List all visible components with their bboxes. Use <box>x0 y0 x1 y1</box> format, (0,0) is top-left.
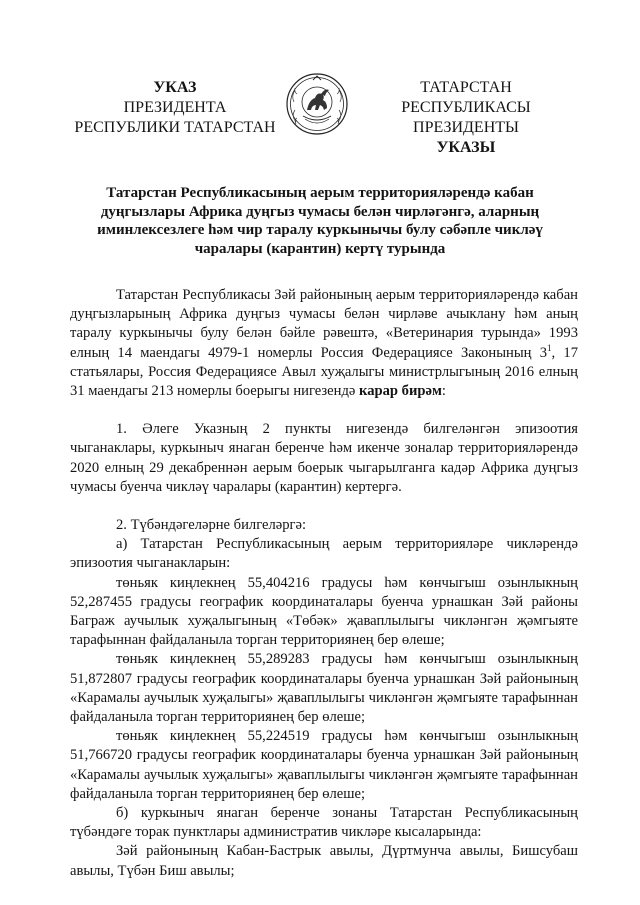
header-tatar <box>356 78 576 158</box>
preamble-text-continued: , 17 статьялары, Россия Федерациясе Авыл хуҗалыгы министрлыгының 2016 елның 31 маендагы 213 номерлы боерыгы нигезендә <box>70 344 578 400</box>
paragraph-2a-item-3: төньяк киңлекнең 55,224519 градусы һәм көнчыгыш озынлыкның 51,766720 градусы географик координаталары буенча урнашкан Зәй районының «Карамалы аучылык хуҗалыгы» җаваплылыгы чикләнгән җәмгыяте тарафыннан файдаланыла торган территориянең бер өлеше; <box>70 728 578 802</box>
document-title: Татарстан Республикасының аерым территорияләрендә кабан дуңгызлары Африка дуңгыз чумасы белән чирләгәнгә, аларның иминлексезлеге һәм чир таралу куркынычы булу сәбәпле чикләү чаралары (карантин) кертү турында <box>97 185 543 257</box>
header-russian <box>70 78 280 138</box>
preamble-superscript: 1 <box>547 342 552 353</box>
header-right-line1: ТАТАРСТАН РЕСПУБЛИКАСЫ <box>401 79 531 116</box>
header-right-line3: УКАЗЫ <box>436 139 496 156</box>
coat-of-arms-emblem-icon <box>285 72 349 136</box>
paragraph-1: 1. Әлеге Указның 2 пункты нигезендә билгеләнгән эпизоотия чыганаклары, куркыныч янаган беренче һәм икенче зоналар территорияләрендә 2020 елның 29 декабреннән аерым боерык чыгарылганга кадәр Африка дуңгыз чумасы буенча чикләү чаралары (карантин) кертергә. <box>70 421 578 495</box>
header-left-line3: РЕСПУБЛИКИ ТАТАРСТАН <box>74 119 276 136</box>
paragraph-2a: а) Татарстан Республикасының аерым территорияләре чикләрендә эпизоотия чыганакларын: <box>70 536 578 572</box>
paragraph-2b: б) куркыныч янаган беренче зонаны Татарстан Республикасының түбәндәге торак пунктлары административ чикләре кысаларында: <box>70 805 578 841</box>
paragraph-2b-item-1: Зәй районының Кабан-Бастрык авылы, Дүртмунча авылы, Бишсубаш авылы, Түбән Биш авылы; <box>70 843 578 879</box>
preamble-text: Татарстан Республикасы Зәй районының аерым территорияләрендә кабан дуңгызларының Африка дуңгыз чумасы белән чирләве ачыклану һәм аның таралу куркынычы булу белән бәйле рәвештә, «Ветеринария турында» 1993 елның 14 маендагы 4979-1 номерлы Россия Федерациясе Законының 3 <box>70 287 578 361</box>
header-right-line2: ПРЕЗИДЕНТЫ <box>413 119 519 136</box>
preamble-paragraph: Татарстан Республикасы Зәй районының аерым территорияләрендә кабан дуңгызларының Африка дуңгыз чумасы белән чирләве ачыклану һәм аның таралу куркынычы булу белән бәйле рәвештә, «Ветеринария турында» 1993 елның 14 маендагы 4979-1 номерлы Россия Федерациясе Законының $3^1$, 17 статьялары, Россия Федерациясе Авыл хуҗалыгы министрлыгының 2016 елның 31 маендагы 213 номерлы боерыгы нигезендә карар бирәм: <box>70 287 578 400</box>
paragraph-2: 2. Түбәндәгеләрне билгеләргә: <box>116 517 307 534</box>
paragraph-2a-item-2: төньяк киңлекнең 55,289283 градусы һәм көнчыгыш озынлыкның 51,872807 градусы географик координаталары буенча урнашкан Зәй районының «Карамалы аучылык хуҗалыгы» җаваплылыгы чикләнгән җәмгыяте тарафыннан файдаланыла торган территориянең бер өлеше; <box>70 651 578 726</box>
header-left-line2: ПРЕЗИДЕНТА <box>123 99 227 116</box>
document-body <box>70 286 578 881</box>
header-left-line1: УКАЗ <box>153 79 197 96</box>
decree-phrase: карар бирәм <box>359 383 442 400</box>
paragraph-2a-item-1: төньяк киңлекнең 55,404216 градусы һәм көнчыгыш озынлыкның 52,287455 градусы географик координаталары буенча урнашкан Зәй районы Баграж аучылык хуҗалыгының «Төбәк» җаваплылыгы чикләнгән җәмгыяте тарафыннан файдаланыла торган территориянең бер өлеше; <box>70 574 578 649</box>
